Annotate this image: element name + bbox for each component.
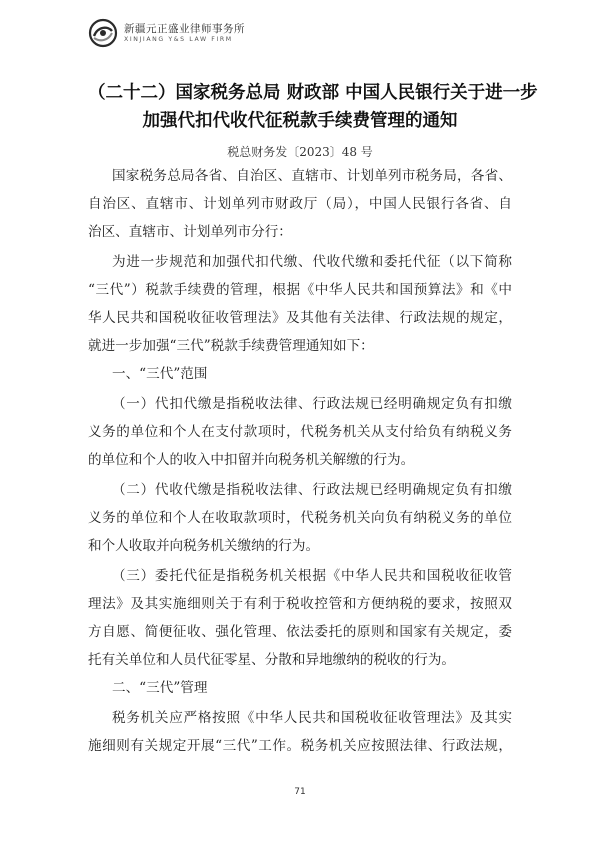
body-line: 治区、直辖市、计划单列市分行： — [88, 224, 292, 240]
body-line: 托有关单位和人员代征零星、分散和异地缴纳的税收的行为。 — [88, 652, 456, 668]
body-line: 的单位和个人的收入中扣留并向税务机关解缴的行为。 — [88, 452, 415, 468]
section-heading: 二、“三代”管理 — [112, 680, 208, 696]
firm-header — [88, 18, 348, 52]
firm-logo-icon — [88, 18, 118, 48]
body-line: 义务的单位和个人在收取款项时，代税务机关向负有纳税义务的单位 — [88, 510, 512, 526]
body-line: （二）代收代缴是指税收法律、行政法规已经明确规定负有扣缴 — [112, 482, 512, 498]
section-heading: 一、“三代”范围 — [112, 366, 208, 382]
body-line: 理法》及其实施细则关于有利于税收控管和方便纳税的要求，按照双 — [88, 596, 512, 612]
body-line: 方自愿、简便征收、强化管理、依法委托的原则和国家有关规定，委 — [88, 624, 512, 640]
page-number: 71 — [294, 787, 306, 797]
body-line: 和个人收取并向税务机关缴纳的行为。 — [88, 538, 320, 554]
body-line: 施细则有关规定开展“三代”工作。税务机关应按照法律、行政法规， — [88, 738, 512, 754]
document-title-line-2: 加强代扣代收代征税款手续费管理的通知 — [142, 111, 458, 131]
body-line: 税务机关应严格按照《中华人民共和国税收征收管理法》及其实 — [112, 710, 512, 726]
document-title-line-1: （二十二）国家税务总局 财政部 中国人民银行关于进一步 — [88, 83, 538, 103]
firm-name-en: XINJIANG Y&S LAW FIRM — [124, 36, 233, 43]
body-line: 自治区、直辖市、计划单列市财政厅（局），中国人民银行各省、自 — [88, 196, 512, 212]
body-line: 义务的单位和个人在支付款项时，代税务机关从支付给负有纳税义务 — [88, 424, 512, 440]
document-number: 税总财务发〔2023〕48 号 — [227, 145, 373, 159]
body-line: 华人民共和国税收征收管理法》及其他有关法律、行政法规的规定， — [88, 310, 512, 326]
body-line: （三）委托代征是指税务机关根据《中华人民共和国税收征收管 — [112, 568, 512, 584]
body-line: （一）代扣代缴是指税收法律、行政法规已经明确规定负有扣缴 — [112, 396, 512, 412]
body-line: 国家税务总局各省、自治区、直辖市、计划单列市税务局，各省、 — [112, 168, 512, 184]
firm-name-cn: 新疆元正盛业律师事务所 — [124, 23, 245, 35]
body-line: 为进一步规范和加强代扣代缴、代收代缴和委托代征（以下简称 — [112, 254, 512, 270]
body-line: 就进一步加强“三代”税款手续费管理通知如下： — [88, 338, 374, 354]
body-line: “三代”）税款手续费的管理，根据《中华人民共和国预算法》和《中 — [88, 282, 512, 298]
